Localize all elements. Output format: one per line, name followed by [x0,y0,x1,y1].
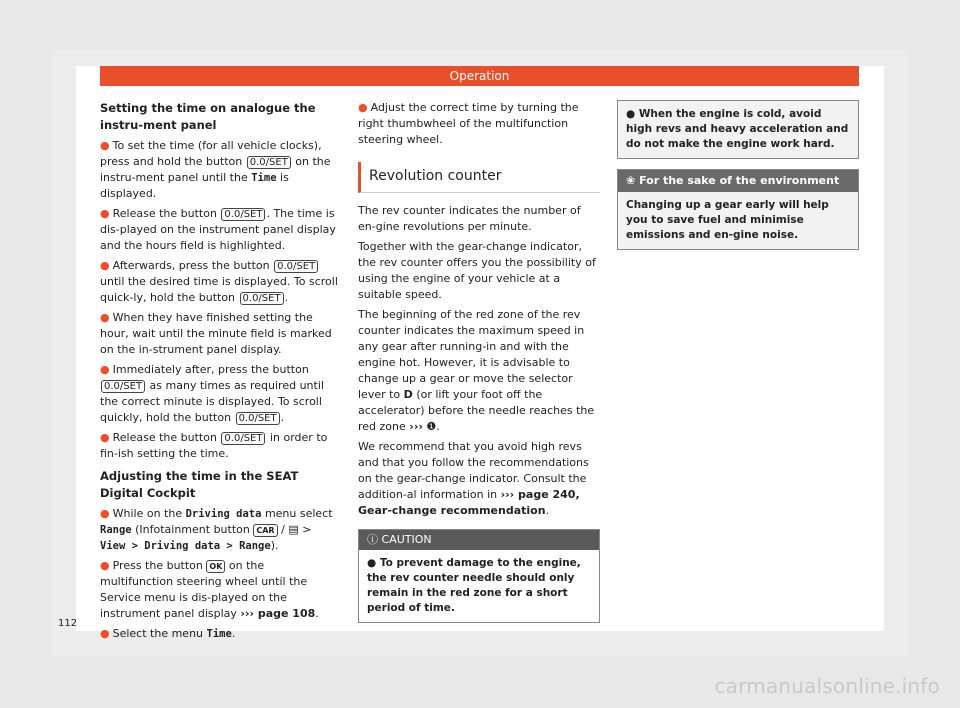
column-left [100,100,338,646]
bullet-icon: ● [358,101,368,114]
ok-icon: OK [206,560,225,573]
step-1: ● To set the time (for all vehicle clocks), press and hold the button 0.0/SET on the instru-ment panel until the Time is displayed. [100,139,331,200]
set-button-ref: 0.0/SET [221,208,265,221]
page-link[interactable]: ››› page 240, Gear-change recommendation [358,488,580,517]
car-icon: CAR [253,524,277,537]
column-right [617,100,859,250]
step-8: ● Press the button OK on the multifunction steering wheel until the Service menu is dis-played on the instrument panel display ››› page 108. [100,559,319,620]
step-7: ● While on the Driving data menu select Range (Infotainment button CAR / ▤ > View > Driving data > Range). [100,507,333,552]
environment-box [617,169,859,250]
bullet-icon: ● [100,627,110,640]
heading-digital-cockpit: Adjusting the time in the SEAT Digital Cockpit [100,469,299,500]
set-button-ref: 0.0/SET [236,412,280,425]
bullet-icon: ● [100,311,110,324]
step-10: ● Adjust the correct time by turning the right thumbwheel of the multifunction steering wheel. [358,101,579,146]
paragraph: The rev counter indicates the number of en-gine revolutions per minute. [358,204,581,233]
set-button-ref: 0.0/SET [221,432,265,445]
bullet-icon: ● [100,363,110,376]
environment-icon: ❀ [626,174,636,187]
paragraph: Together with the gear-change indicator, the rev counter offers you the possibility of using the engine of your vehicle at a suitable speed. [358,240,596,301]
bullet-icon: ● [100,139,110,152]
paragraph: The beginning of the red zone of the rev counter indicates the maximum speed in any gear after running-in and with the engine hot. However, it is advisable to change up a gear or move the selector lever to D (or lift your foot off the accelerator) before the needle reaches the red zone ››› ❶. [358,308,595,433]
bullet-icon: ● [100,559,110,572]
set-button-ref: 0.0/SET [101,380,145,393]
paragraph: We recommend that you avoid high revs and that you follow the recommendations on the gear-change indicator. Consult the addition-al information in ››› page 240, Gear-change recommendation. [358,440,589,517]
step-9: ● Select the menu Time. [100,627,236,640]
watermark: carmanualsonline.info [714,674,940,698]
bullet-icon: ● [100,259,110,272]
set-button-ref: 0.0/SET [240,292,284,305]
environment-text: Changing up a gear early will help you to save fuel and minimise emissions and en-gine noise. [618,192,858,249]
menu-icon: ▤ [288,523,299,536]
bullet-icon: ● [100,507,110,520]
heading-analogue-time: Setting the time on analogue the instru-ment panel [100,101,316,132]
bullet-icon: ● [100,207,110,220]
step-3: ● Afterwards, press the button 0.0/SET until the desired time is displayed. To scroll quick-ly, hold the button 0.0/SET . [100,259,338,304]
caution-icon: ⓘ [367,533,378,546]
set-button-ref: 0.0/SET [274,260,318,273]
section-header-bar: Operation [100,66,859,86]
page-number: 112 [58,618,78,629]
reference-link[interactable]: ››› [409,420,423,433]
step-5: ● Immediately after, press the button 0.0/SET as many times as required until the correct minute is displayed. To scroll quickly, hold the button 0.0/SET . [100,363,324,424]
caution-text: ● To prevent damage to the engine, the rev counter needle should only remain in the red zone for a short period of time. [367,557,581,614]
bullet-icon: ● [367,557,377,569]
caution-header: ⓘ CAUTION [359,530,599,550]
step-2: ● Release the button 0.0/SET . The time is dis-played on the instrument panel display and the hours field is highlighted. [100,207,336,252]
step-6: ● Release the button 0.0/SET in order to fin-ish setting the time. [100,431,328,460]
bullet-icon: ● [626,108,636,120]
section-title-revolution-counter: Revolution counter [358,162,600,193]
page-link[interactable]: ››› page 108 [240,607,316,620]
column-middle [358,100,600,623]
warning-circle-icon: ❶ [426,420,437,433]
caution-box [358,529,600,623]
set-button-ref: 0.0/SET [247,156,291,169]
bullet-icon: ● [100,431,110,444]
environment-header: ❀ For the sake of the environment [618,170,858,192]
warning-box: ● When the engine is cold, avoid high revs and heavy acceleration and do not make the engine work hard. [617,100,859,159]
step-4: ● When they have finished setting the hour, wait until the minute field is marked on the in-strument panel display. [100,311,332,356]
